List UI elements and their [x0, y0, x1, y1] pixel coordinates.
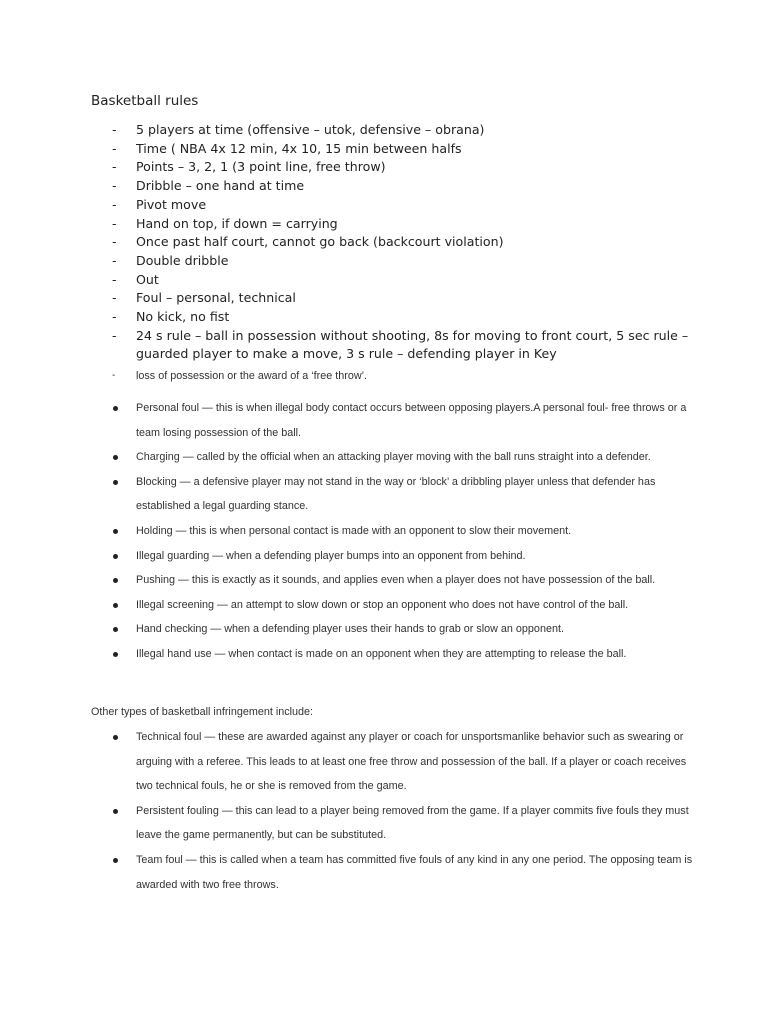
bullet-item-text: Personal foul — this is when illegal body contact occurs between opposing players.A personal foul- free throws or a team losing possession of the ball.: [136, 402, 687, 439]
dash-marker: -: [112, 234, 117, 250]
dash-item-text: Time ( NBA 4x 12 min, 4x 10, 15 min between halfs: [136, 140, 462, 156]
dash-marker: -: [112, 327, 117, 343]
bullet-item-text: Illegal screening — an attempt to slow down or stop an opponent who does not have control of the ball.: [136, 598, 629, 611]
bullet-dot-icon: [113, 809, 118, 814]
bullet-list-item: [0, 642, 768, 667]
dash-list-item-small: [0, 369, 768, 383]
bullet-list-item: [0, 848, 768, 897]
bullet-item-text: Illegal hand use — when contact is made on an opponent when they are attempting to release the ball.: [136, 647, 627, 660]
bullet-item-text: Blocking — a defensive player may not stand in the way or ‘block’ a dribbling player unless that defender has established a legal guarding stance.: [136, 475, 656, 513]
bullet-list-item: [0, 568, 768, 593]
bullet-dot-icon: [113, 858, 118, 863]
dash-marker: -: [112, 178, 117, 194]
dash-marker: -: [112, 122, 117, 137]
dash-list-item: [0, 215, 768, 234]
dash-item-text: 24 s rule – ball in possession without shooting, 8s for moving to front court, 5 sec rule – guarded player to make a move, 3 s rule – defending player in Key: [136, 327, 689, 362]
dash-marker: -: [112, 140, 117, 156]
bullet-list-item: [0, 396, 768, 445]
dash-list-item: [0, 121, 768, 140]
dash-item-text: 5 players at time (offensive – utok, defensive – obrana): [136, 122, 485, 137]
dash-list-item: [0, 177, 768, 196]
document-title: Basketball rules: [91, 93, 199, 109]
bullet-dot-icon: [113, 455, 118, 460]
dash-item-text: Hand on top, if down = carrying: [136, 215, 338, 231]
dash-list-item: [0, 327, 768, 364]
bullet-list: [0, 396, 768, 667]
bullet-dot-icon: [113, 529, 118, 534]
bullet-dot-icon: [113, 735, 118, 740]
bullet-dot-icon: [113, 480, 118, 485]
bullet-item-text: Charging — called by the official when an attacking player moving with the ball runs straight into a defender.: [136, 451, 651, 464]
bullet-list-item: [0, 519, 768, 544]
bullet-dot-icon: [113, 578, 118, 583]
dash-marker: -: [112, 309, 117, 325]
dash-item-text: Double dribble: [136, 252, 229, 268]
dash-list-item: [0, 289, 768, 308]
bullet-dot-icon: [113, 603, 118, 608]
bullet-dot-icon: [113, 652, 118, 657]
dash-item-text: Once past half court, cannot go back (backcourt violation): [136, 234, 504, 250]
bullet-item-text: Holding — this is when personal contact is made with an opponent to slow their movement.: [136, 524, 572, 537]
bullet-item-text: Persistent fouling — this can lead to a player being removed from the game. If a player commits five fouls they must leave the game permanently, but can be substituted.: [136, 804, 689, 842]
dash-item-text: Pivot move: [136, 196, 207, 212]
bullet-list: [0, 725, 768, 897]
dash-marker: -: [112, 252, 117, 268]
dash-list-item: [0, 140, 768, 159]
dash-item-text: No kick, no fist: [136, 309, 230, 325]
bullet-list-item: [0, 445, 768, 470]
bullet-list-item: [0, 593, 768, 618]
bullet-dot-icon: [113, 627, 118, 632]
infringement-section: [0, 725, 768, 897]
dash-marker: -: [112, 215, 117, 231]
bullet-list-item: [0, 544, 768, 569]
dash-list-item: [0, 233, 768, 252]
bullet-list-item: [0, 725, 768, 799]
bullet-dot-icon: [113, 554, 118, 559]
dash-marker: -: [112, 196, 117, 212]
dash-list: [0, 121, 768, 383]
bullet-item-text: Hand checking — when a defending player uses their hands to grab or slow an opponent.: [136, 623, 564, 636]
bullet-item-text: Pushing — this is exactly as it sounds, and applies even when a player does not have possession of the ball.: [136, 574, 656, 587]
bullet-dot-icon: [113, 406, 118, 411]
dash-item-text: Points – 3, 2, 1 (3 point line, free throw): [136, 159, 386, 175]
bullet-item-text: Team foul — this is called when a team has committed five fouls of any kind in any one period. The opposing team is awarded with two free throws.: [136, 853, 693, 891]
dash-list-item: [0, 252, 768, 271]
dash-item-text: Out: [136, 271, 159, 287]
dash-list-item: [0, 158, 768, 177]
dash-item-text: loss of possession or the award of a ‘free throw’.: [136, 370, 368, 383]
bullet-item-text: Technical foul — these are awarded against any player or coach for unsportsmanlike behavior such as swearing or arguing with a referee. This leads to at least one free throw and possession of the ball. If a player or coach receives two technical fouls, he or she is removed from the game.: [136, 731, 687, 793]
dash-item-text: Dribble – one hand at time: [136, 178, 305, 194]
dash-marker: -: [112, 370, 116, 382]
dash-list-item: [0, 196, 768, 215]
dash-list-item: [0, 271, 768, 290]
dash-item-text: Foul – personal, technical: [136, 290, 296, 306]
dash-list-item: [0, 308, 768, 327]
foul-types-section: [0, 396, 768, 667]
bullet-list-item: [0, 799, 768, 848]
dash-marker: -: [112, 159, 117, 175]
dash-marker: -: [112, 290, 117, 306]
section-subheading: Other types of basketball infringement include:: [91, 706, 314, 718]
bullet-list-item: [0, 617, 768, 642]
dash-marker: -: [112, 271, 117, 287]
bullet-item-text: Illegal guarding — when a defending player bumps into an opponent from behind.: [136, 549, 526, 562]
bullet-list-item: [0, 470, 768, 519]
